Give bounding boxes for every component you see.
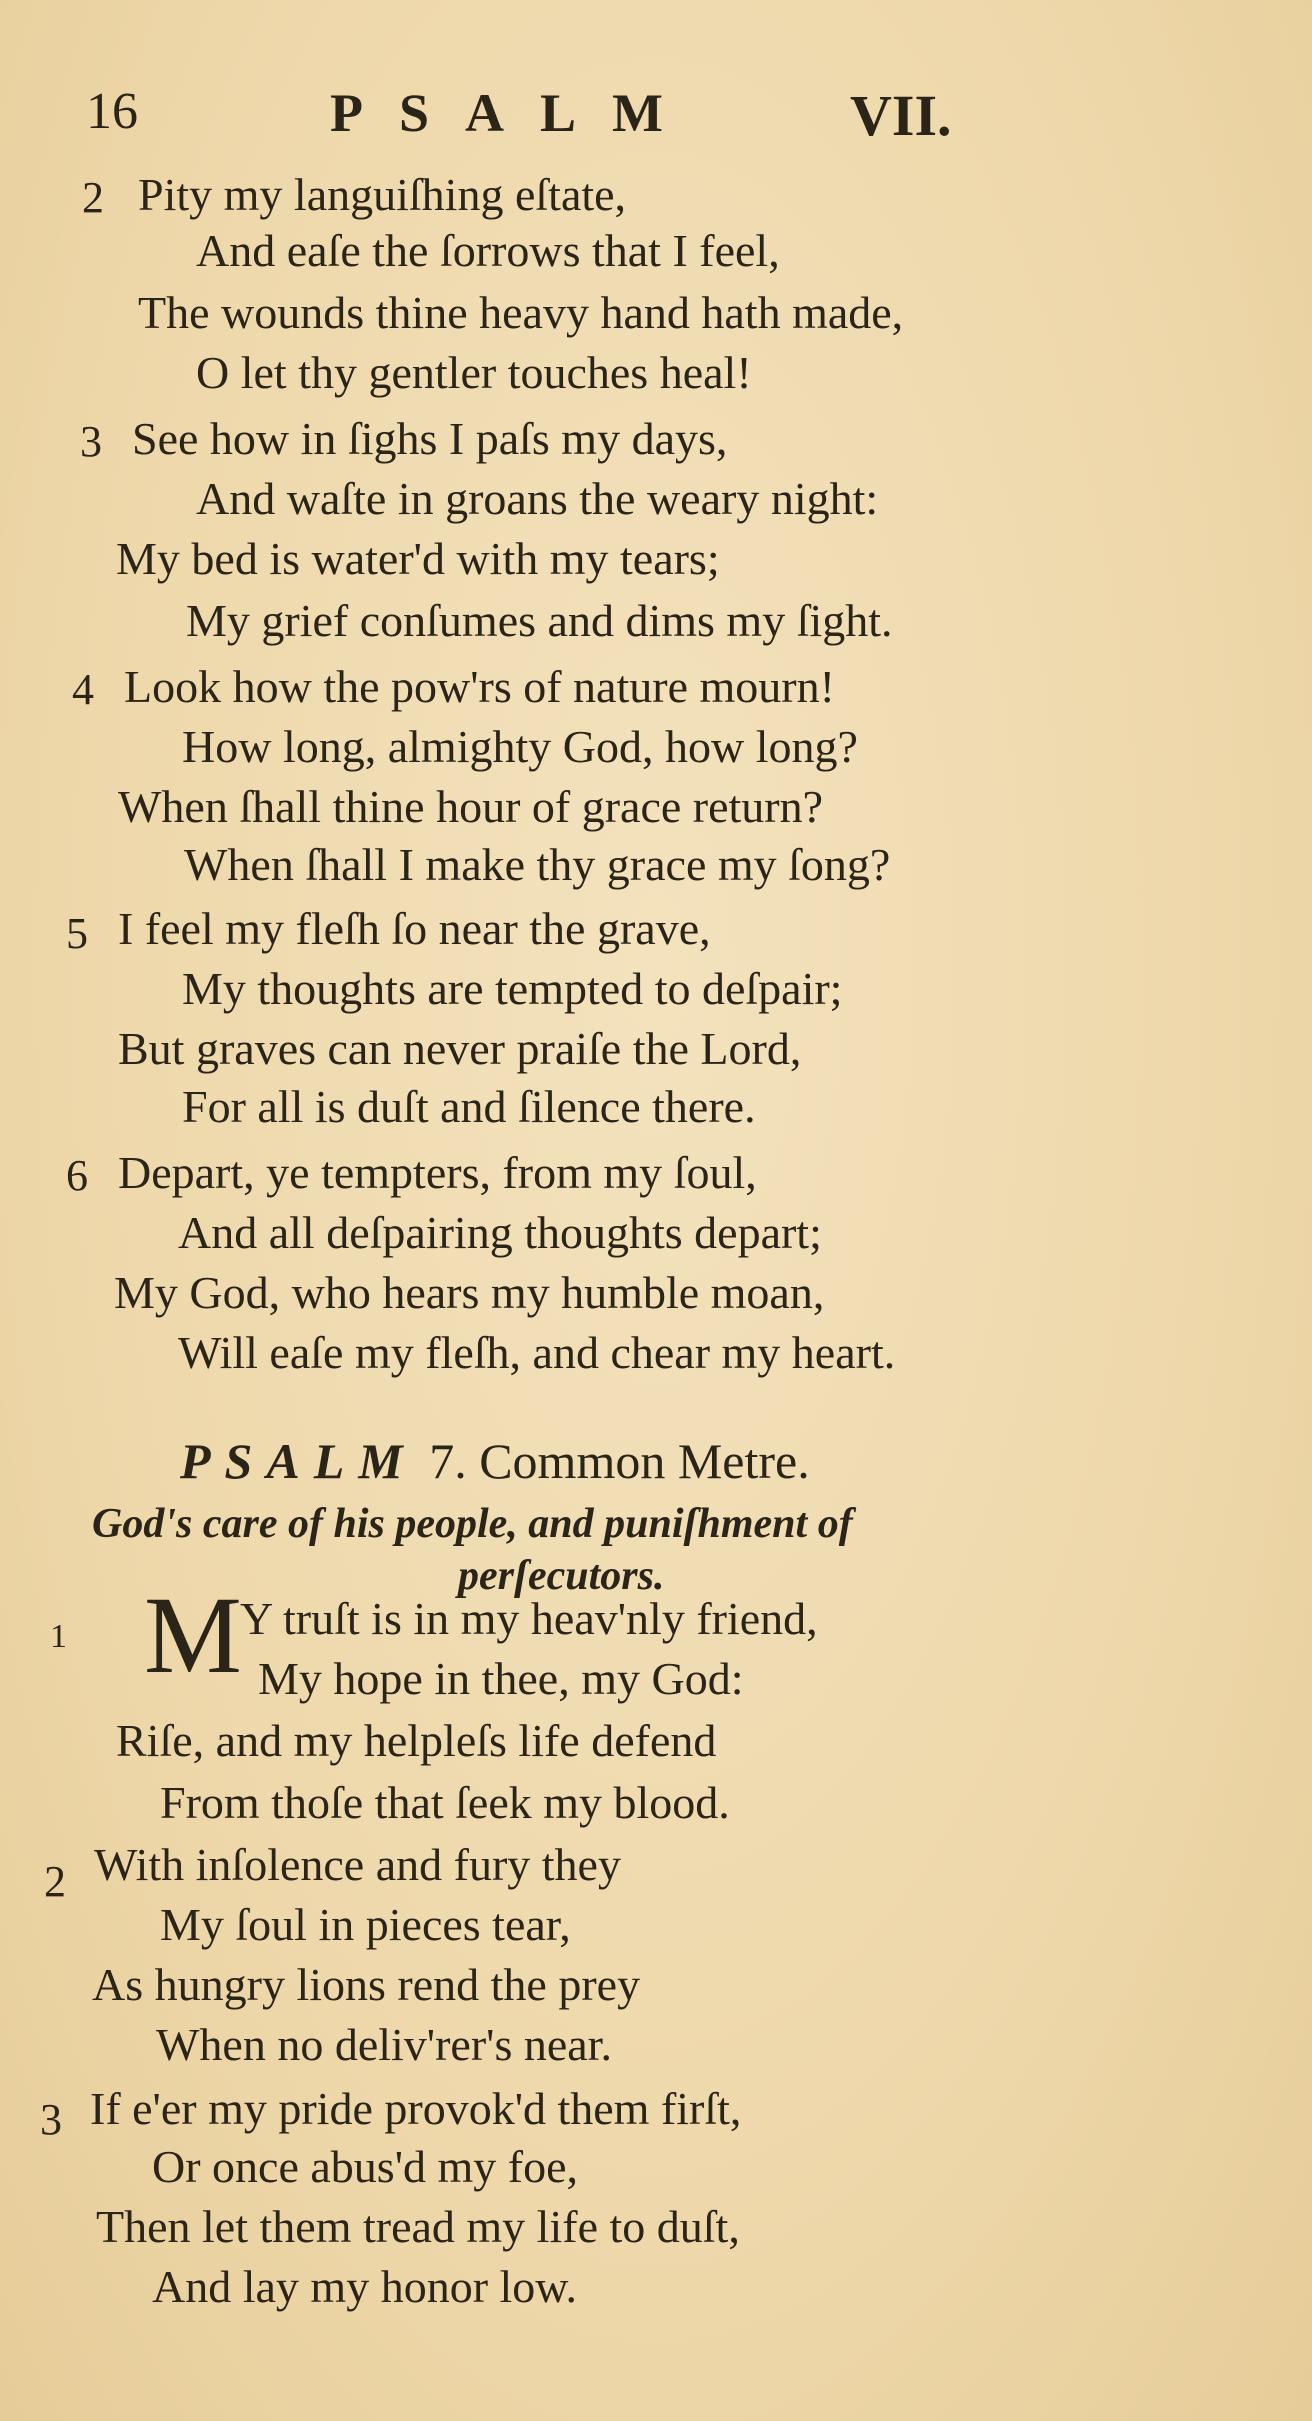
psalm-metre: Common Metre. bbox=[479, 1433, 810, 1489]
page-header bbox=[0, 82, 1312, 162]
verse-line: I feel my fleſh ſo near the grave, bbox=[118, 903, 711, 954]
verse-line: When ſhall I make thy grace my ſong? bbox=[184, 839, 891, 890]
verse-number: 5 bbox=[66, 909, 88, 958]
verse-line: With inſolence and fury they bbox=[94, 1839, 621, 1890]
verse-line: But graves can never praiſe the Lord, bbox=[118, 1023, 802, 1074]
verse-line: From thoſe that ſeek my blood. bbox=[160, 1777, 730, 1828]
verse-line: For all is duſt and ſilence there. bbox=[182, 1081, 756, 1132]
running-title: PSALM bbox=[330, 83, 699, 143]
verse-number: 6 bbox=[66, 1151, 88, 1200]
verse-line: My ſoul in pieces tear, bbox=[160, 1899, 571, 1950]
verse-line: Or once abus'd my foe, bbox=[152, 2141, 578, 2192]
page-number: 16 bbox=[86, 83, 138, 140]
psalm-title: PSALM bbox=[180, 1433, 417, 1489]
verse-line: And lay my honor low. bbox=[152, 2261, 578, 2312]
verse-number: 2 bbox=[82, 173, 104, 222]
verse-number: 3 bbox=[40, 2095, 62, 2144]
psalm-heading bbox=[180, 1432, 810, 1490]
verse-line: And waſte in groans the weary night: bbox=[196, 473, 879, 524]
verse-number: 3 bbox=[80, 417, 102, 466]
verse-line: And all deſpairing thoughts depart; bbox=[178, 1207, 822, 1258]
verse-line: When no deliv'rer's near. bbox=[156, 2019, 612, 2070]
verse-line: My God, who hears my humble moan, bbox=[114, 1267, 825, 1318]
verse-line: Riſe, and my helpleſs life defend bbox=[116, 1715, 717, 1766]
verse-line: Look how the pow'rs of nature mourn! bbox=[124, 661, 835, 712]
psalm-subtitle: perſecutors. bbox=[458, 1553, 665, 1599]
verse-line: Will eaſe my fleſh, and chear my heart. bbox=[178, 1327, 896, 1378]
verse-line: When ſhall thine hour of grace return? bbox=[118, 781, 824, 832]
psalm-title-number: 7. bbox=[429, 1433, 467, 1489]
verse-line: My thoughts are tempted to deſpair; bbox=[182, 963, 843, 1014]
verse-line: My grief conſumes and dims my ſight. bbox=[186, 595, 893, 646]
verse-line: As hungry lions rend the prey bbox=[92, 1959, 641, 2010]
verse-line: The wounds thine heavy hand hath made, bbox=[138, 287, 904, 338]
verse-number: 1 bbox=[50, 1618, 67, 1655]
psalm-subtitle: God's care of his people, and puniſhment of bbox=[92, 1501, 853, 1547]
verse-line: O let thy gentler touches heal! bbox=[196, 347, 752, 398]
verse-line: If e'er my pride provok'd them firſt, bbox=[90, 2083, 742, 2134]
verse-line: Then let them tread my life to duſt, bbox=[96, 2201, 740, 2252]
verse-line: My hope in thee, my God: bbox=[258, 1653, 744, 1704]
verse-line: And eaſe the ſorrows that I feel, bbox=[196, 225, 780, 276]
verse-line: Y truſt is in my heav'nly friend, bbox=[240, 1593, 818, 1644]
drop-cap: M bbox=[144, 1574, 242, 1696]
verse-line: Depart, ye tempters, from my ſoul, bbox=[118, 1147, 757, 1198]
verse-line: How long, almighty God, how long? bbox=[182, 721, 858, 772]
verse-line: My bed is water'd with my tears; bbox=[116, 533, 720, 584]
verse-line: See how in ſighs I paſs my days, bbox=[132, 413, 728, 464]
verse-line: Pity my languiſhing eſtate, bbox=[138, 169, 627, 220]
verse-number: 4 bbox=[72, 665, 94, 714]
psalm-number: VII. bbox=[850, 83, 952, 148]
verse-number: 2 bbox=[44, 1857, 66, 1906]
